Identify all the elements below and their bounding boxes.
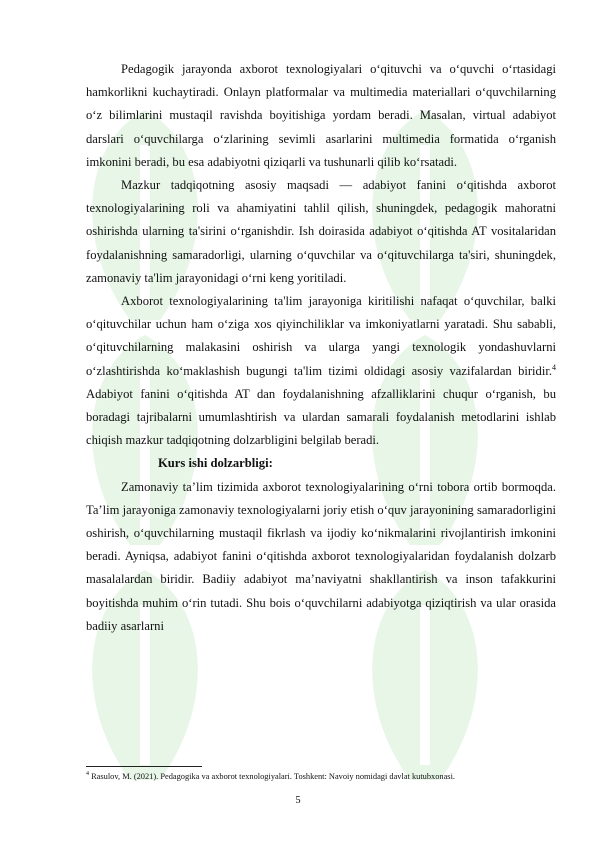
body-paragraph <box>86 290 556 452</box>
paragraph-text: Adabiyot fanini o‘qitishda AT dan foydalanishning afzalliklarini chuqur o‘rganish, bu boradagi tajribalarni umumlashtirish va ulardan samarali foydalanish metodlarini ishlab chiqish mazkur tadqiqotning dolzarbligini belgilab beradi. <box>86 386 556 448</box>
document-body <box>86 58 556 638</box>
body-paragraph: Pedagogik jarayonda axborot texnologiyalari o‘qituvchi va o‘quvchi o‘rtasidagi hamkorlikni kuchaytiradi. Onlayn platformalar va multimedia materiallari o‘quvchilarning o‘z bilimlarini mustaqil ravishda boyitishiga yordam beradi. Masalan, virtual adabiyot darslari o‘quvchilarga o‘zlarining sevimli asarlarini multimedia formatida o‘rganish imkonini beradi, bu esa adabiyotni qiziqarli va tushunarli qilib ko‘rsatadi. <box>86 62 556 169</box>
footnote-reference[interactable]: 4 <box>552 362 556 372</box>
footnote-divider <box>86 766 202 767</box>
footnote <box>86 771 455 782</box>
body-paragraph: Zamonaviy ta’lim tizimida axborot texnologiyalarining o‘rni tobora ortib bormoqda. Ta’lim jarayoniga zamonaviy texnologiyalarni joriy etish o‘quv jarayonining samaradorligini oshirish, o‘quvchilarning mustaqil fikrlash va ijodiy ko‘nikmalarini rivojlantirish imkonini beradi. Ayniqsa, adabiyot fanini o‘qitishda axborot texnologiyalaridan foydalanish dolzarb masalalardan biridir. Badiiy adabiyot ma’naviyatni shakllantirish va inson tafakkurini boyitishda muhim o‘rin tutadi. Shu bois o‘quvchilarni adabiyotga qiziqtirish va ular orasida badiiy asarlarni <box>86 479 556 633</box>
footnote-marker: 4 <box>86 771 89 778</box>
footnote-text: Rasulov, M. (2021). Pedagogika va axborot texnologiyalari. Toshkent: Navoiy nomidagi davlat kutubxonasi. <box>89 772 455 781</box>
paragraph-text: Axborot texnologiyalarining ta'lim jarayoniga kiritilishi nafaqat o‘quvchilar, balki o‘qituvchilar uchun ham o‘ziga xos qiyinchiliklar va imkoniyatlarni yaratadi. Shu sababli, o‘qituvchilarning malakasini oshirish va ularga yangi texnologik yondashuvlarni o‘zlashtirishda ko‘maklashish bugungi ta'lim tizimi oldidagi asosiy vazifalardan biridir. <box>86 294 556 378</box>
page-number: 5 <box>295 795 301 806</box>
section-heading: Kurs ishi dolzarbligi: <box>158 456 273 471</box>
body-paragraph: Mazkur tadqiqotning asosiy maqsadi — adabiyot fanini o‘qitishda axborot texnologiyalarining roli va ahamiyatini tahlil qilish, shuningdek, pedagogik mahoratni oshirishda ularning ta'sirini o‘rganishdir. Ish doirasida adabiyot o‘qitishda AT vositalaridan foydalanishning samaradorligi, ularning o‘quvchilar va o‘qituvchilarga ta'siri, shuningdek, zamonaviy ta'lim jarayonidagi o‘rni keng yoritiladi. <box>86 178 556 285</box>
